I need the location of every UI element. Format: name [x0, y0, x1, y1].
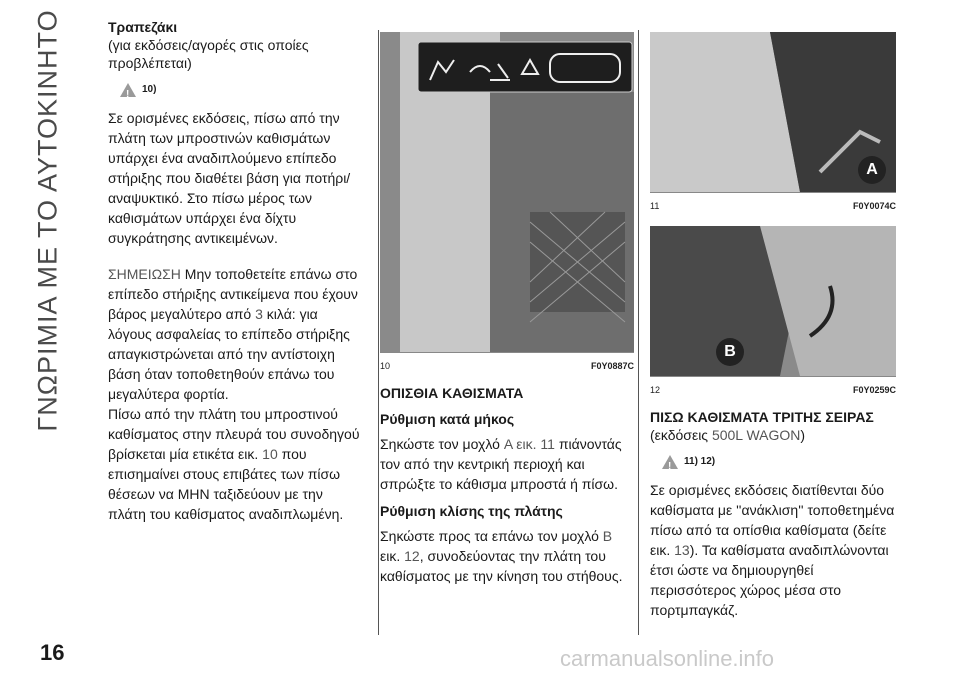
column-1: [108, 18, 363, 524]
paragraph: Σηκώστε προς τα επάνω τον μοχλό B εικ. 12, συνοδεύοντας την πλάτη του καθίσματος με την κίνηση του στήθους.: [380, 528, 623, 584]
section-heading: ΠΙΣΩ ΚΑΘΙΣΜΑΤΑ ΤΡΙΤΗΣ ΣΕΙΡΑΣ: [650, 409, 874, 425]
figure-number: 12: [650, 385, 661, 395]
figure-ref: 10: [262, 446, 278, 462]
figure-number: 11: [650, 201, 660, 211]
column-divider: [378, 30, 379, 635]
table-heading: Τραπεζάκι: [108, 19, 178, 35]
figure-code: F0Y0259C: [852, 385, 896, 395]
figure-11-photo: [650, 32, 896, 192]
table-subheading: (για εκδόσεις/αγορές στις οποίες προβλέπεται): [108, 37, 309, 71]
section-subheading: (εκδόσεις 500L WAGON): [650, 427, 806, 443]
note-paragraph: ΣΗΜΕΙΩΣΗ Μην τοποθετείτε επάνω στο επίπεδο στήριξης αντικείμενα που έχουν βάρος μεγαλύτερο από 3 κιλά: για λόγους ασφαλείας το επίπεδο στήριξης απαγκιστρώνεται από την αντίστοιχη βάση όταν τοποθετηθούν επάνω του μεγαλύτερα φορτία.: [108, 266, 358, 402]
figure-code: F0Y0887C: [590, 361, 634, 371]
figure-12-caption: [650, 376, 896, 400]
section-heading: ΟΠΙΣΘΙΑ ΚΑΘΙΣΜΑΤΑ: [380, 385, 524, 401]
warning-icon: [662, 455, 678, 469]
warning-icon: [120, 83, 136, 97]
figure-10-caption: [380, 352, 634, 376]
callout-a: A: [858, 156, 886, 184]
seat-back-illustration: [380, 32, 634, 352]
figure-11-caption: [650, 192, 896, 216]
column-2: [380, 32, 634, 586]
column-divider: [638, 30, 639, 635]
column-3: [650, 32, 896, 620]
paragraph: Πίσω από την πλάτη του μπροστινού καθίσματος στην πλευρά του συνοδηγού βρίσκεται μία ετικέτα εικ. 10 που επισημαίνει στους επιβάτες των πίσω θέσεων να ΜΗΝ ταξιδεύουν με την πλάτη του καθίσματος αναδιπλωμένη.: [108, 406, 360, 522]
paragraph: Σηκώστε τον μοχλό A εικ. 11 πιάνοντάς τον από την κεντρική περιοχή και σπρώξτε το κάθισμα μπροστά ή πίσω.: [380, 436, 622, 492]
subsection-heading: Ρύθμιση κατά μήκος: [380, 411, 515, 427]
figure-10-photo: [380, 32, 634, 352]
figure-code: F0Y0074C: [852, 201, 896, 211]
subsection-heading: Ρύθμιση κλίσης της πλάτης: [380, 503, 563, 519]
sidebar: [0, 0, 96, 440]
paragraph: Σε ορισμένες εκδόσεις, πίσω από την πλάτη των μπροστινών καθισμάτων υπάρχει ένα αναδιπλούμενο επίπεδο στήριξης που διαθέτει βάση για ποτήρι/αναψυκτικό. Στο πίσω μέρος των καθισμάτων υπάρχει ένα δίχτυ συγκράτησης αντικειμένων.: [108, 110, 351, 246]
page-number: 16: [40, 640, 65, 665]
note-label: ΣΗΜΕΙΩΣΗ: [108, 266, 181, 282]
callout-b: B: [716, 338, 744, 366]
seat-lever-b-illustration: [650, 226, 896, 376]
warning-ref: 10): [142, 84, 157, 95]
warning-note: [662, 452, 896, 472]
section-title: ΓΝΩΡΙΜΙΑ ΜΕ ΤΟ ΑΥΤΟΚΙΝΗΤΟ: [32, 8, 63, 432]
warning-note: [120, 80, 363, 100]
figure-12-photo: [650, 226, 896, 376]
figure-number: 10: [380, 361, 391, 371]
paragraph: Σε ορισμένες εκδόσεις διατίθενται δύο καθίσματα με ''ανάκλιση'' τοποθετημένα πίσω από τα οπίσθια καθίσματα (δείτε εικ. 13). Τα καθίσματα αναδιπλώνονται έτσι ώστε να δημιουργηθεί περισσότερος χώρος μέσα στο πορτμπαγκάζ.: [650, 482, 895, 618]
watermark: carmanualsonline.info: [560, 646, 775, 671]
warning-ref: 11) 12): [684, 456, 716, 467]
